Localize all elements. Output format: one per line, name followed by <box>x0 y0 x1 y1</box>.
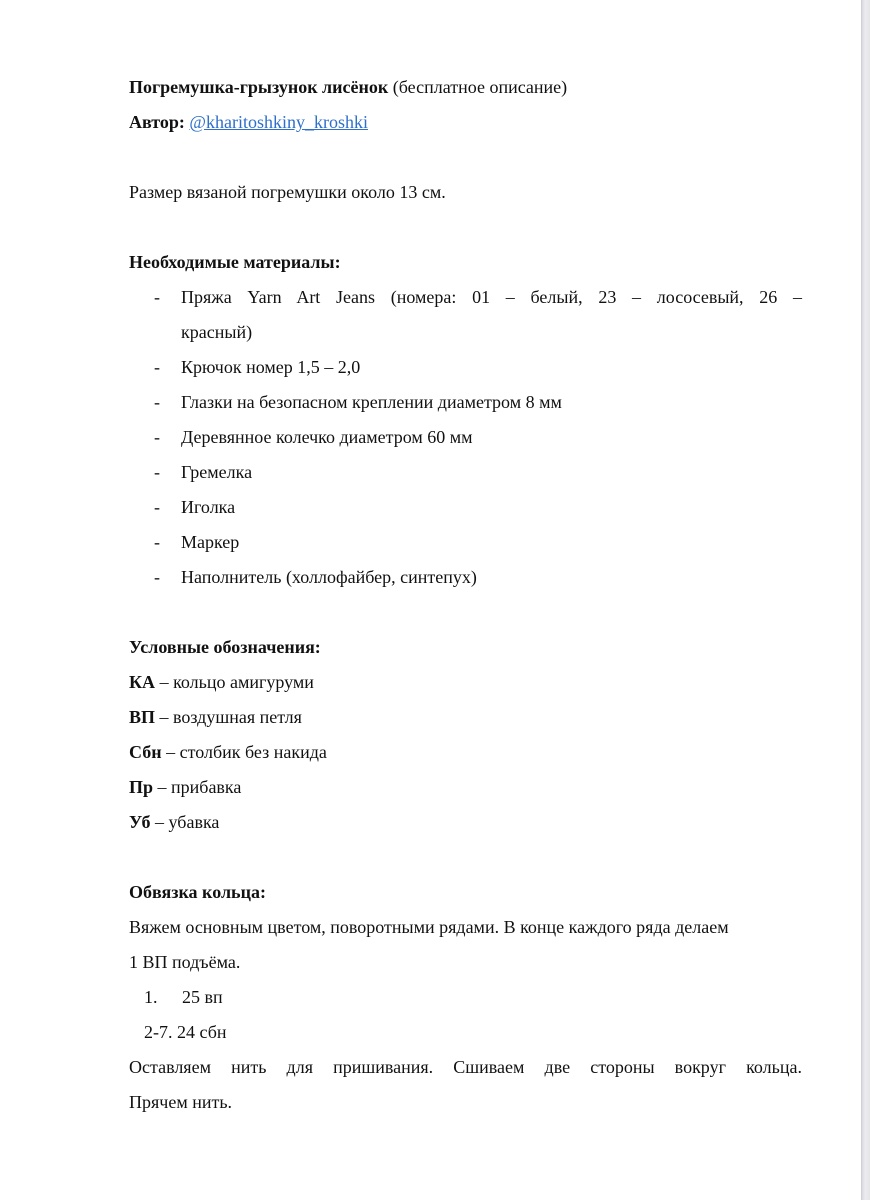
materials-item-stuffing <box>129 560 802 595</box>
materials-item-text: Глазки на безопасном креплении диаметром 8 мм <box>181 392 562 412</box>
legend-desc: – кольцо амигуруми <box>155 672 314 692</box>
ring-intro-line1: Вяжем основным цветом, поворотными рядами. В конце каждого ряда делаем <box>129 917 729 937</box>
ring-row-1 <box>129 980 802 1015</box>
bullet-dash: - <box>154 427 160 447</box>
legend-abbr: ВП <box>129 707 156 727</box>
bullet-dash: - <box>154 497 160 517</box>
materials-heading: Необходимые материалы: <box>129 252 341 272</box>
row-text: 24 сбн <box>172 1022 227 1042</box>
materials-item-text: Крючок номер 1,5 – 2,0 <box>181 357 361 377</box>
bullet-dash: - <box>154 357 160 377</box>
legend-desc: – воздушная петля <box>155 707 302 727</box>
materials-item-text: Деревянное колечко диаметром 60 мм <box>181 427 473 447</box>
bullet-dash: - <box>154 567 160 587</box>
legend-abbr: Сбн <box>129 742 162 762</box>
row-number: 1. <box>144 987 158 1007</box>
spacer <box>129 140 802 175</box>
materials-item-rattle <box>129 455 802 490</box>
document-title <box>129 70 802 105</box>
bullet-dash: - <box>154 392 160 412</box>
row-text: 25 вп <box>182 987 223 1007</box>
title-bold: Погремушка-грызунок лисёнок <box>129 77 389 97</box>
bullet-dash: - <box>154 532 160 552</box>
ring-outro-line2: Прячем нить. <box>129 1092 233 1112</box>
ring-intro-line2: 1 ВП подъёма. <box>129 952 241 972</box>
document-content <box>129 70 802 1120</box>
legend-desc: – прибавка <box>153 777 242 797</box>
legend-desc: – столбик без накида <box>161 742 327 762</box>
materials-item-text: Пряжа Yarn Art Jeans (номера: 01 – белый, 23 – лососевый, 26 – <box>181 287 802 307</box>
materials-item-marker <box>129 525 802 560</box>
materials-item-text: Иголка <box>181 497 236 517</box>
legend-abbr: КА <box>129 672 156 692</box>
spacer <box>129 840 802 875</box>
materials-item-ring <box>129 420 802 455</box>
spacer <box>129 210 802 245</box>
materials-item-text: Гремелка <box>181 462 253 482</box>
author-link[interactable]: @kharitoshkiny_kroshki <box>189 112 368 132</box>
legend-item <box>129 770 802 805</box>
materials-item-eyes <box>129 385 802 420</box>
author-line <box>129 105 802 140</box>
legend-heading: Условные обозначения: <box>129 637 321 657</box>
ring-heading: Обвязка кольца: <box>129 882 266 902</box>
ring-outro-line1: Оставляем нить для пришивания. Сшиваем две стороны вокруг кольца. <box>129 1057 802 1077</box>
ring-row-2-7 <box>129 1015 802 1050</box>
size-text: Размер вязаной погремушки около 13 см. <box>129 182 446 202</box>
materials-item-yarn <box>129 280 802 350</box>
materials-item-text: Маркер <box>181 532 240 552</box>
legend-item <box>129 805 802 840</box>
legend-desc: – убавка <box>150 812 220 832</box>
materials-item-continuation: красный) <box>181 322 253 342</box>
spacer <box>129 595 802 630</box>
legend-abbr: Пр <box>129 777 154 797</box>
materials-item-hook <box>129 350 802 385</box>
author-label: Автор: <box>129 112 185 132</box>
legend-item <box>129 735 802 770</box>
materials-item-needle <box>129 490 802 525</box>
bullet-dash: - <box>154 287 160 307</box>
materials-item-text: Наполнитель (холлофайбер, синтепух) <box>181 567 477 587</box>
legend-item <box>129 665 802 700</box>
bullet-dash: - <box>154 462 160 482</box>
page-edge-scrollbar <box>861 0 870 1200</box>
legend-item <box>129 700 802 735</box>
legend-abbr: Уб <box>129 812 151 832</box>
title-subtitle: (бесплатное описание) <box>388 77 568 97</box>
row-number: 2-7. <box>144 1022 173 1042</box>
